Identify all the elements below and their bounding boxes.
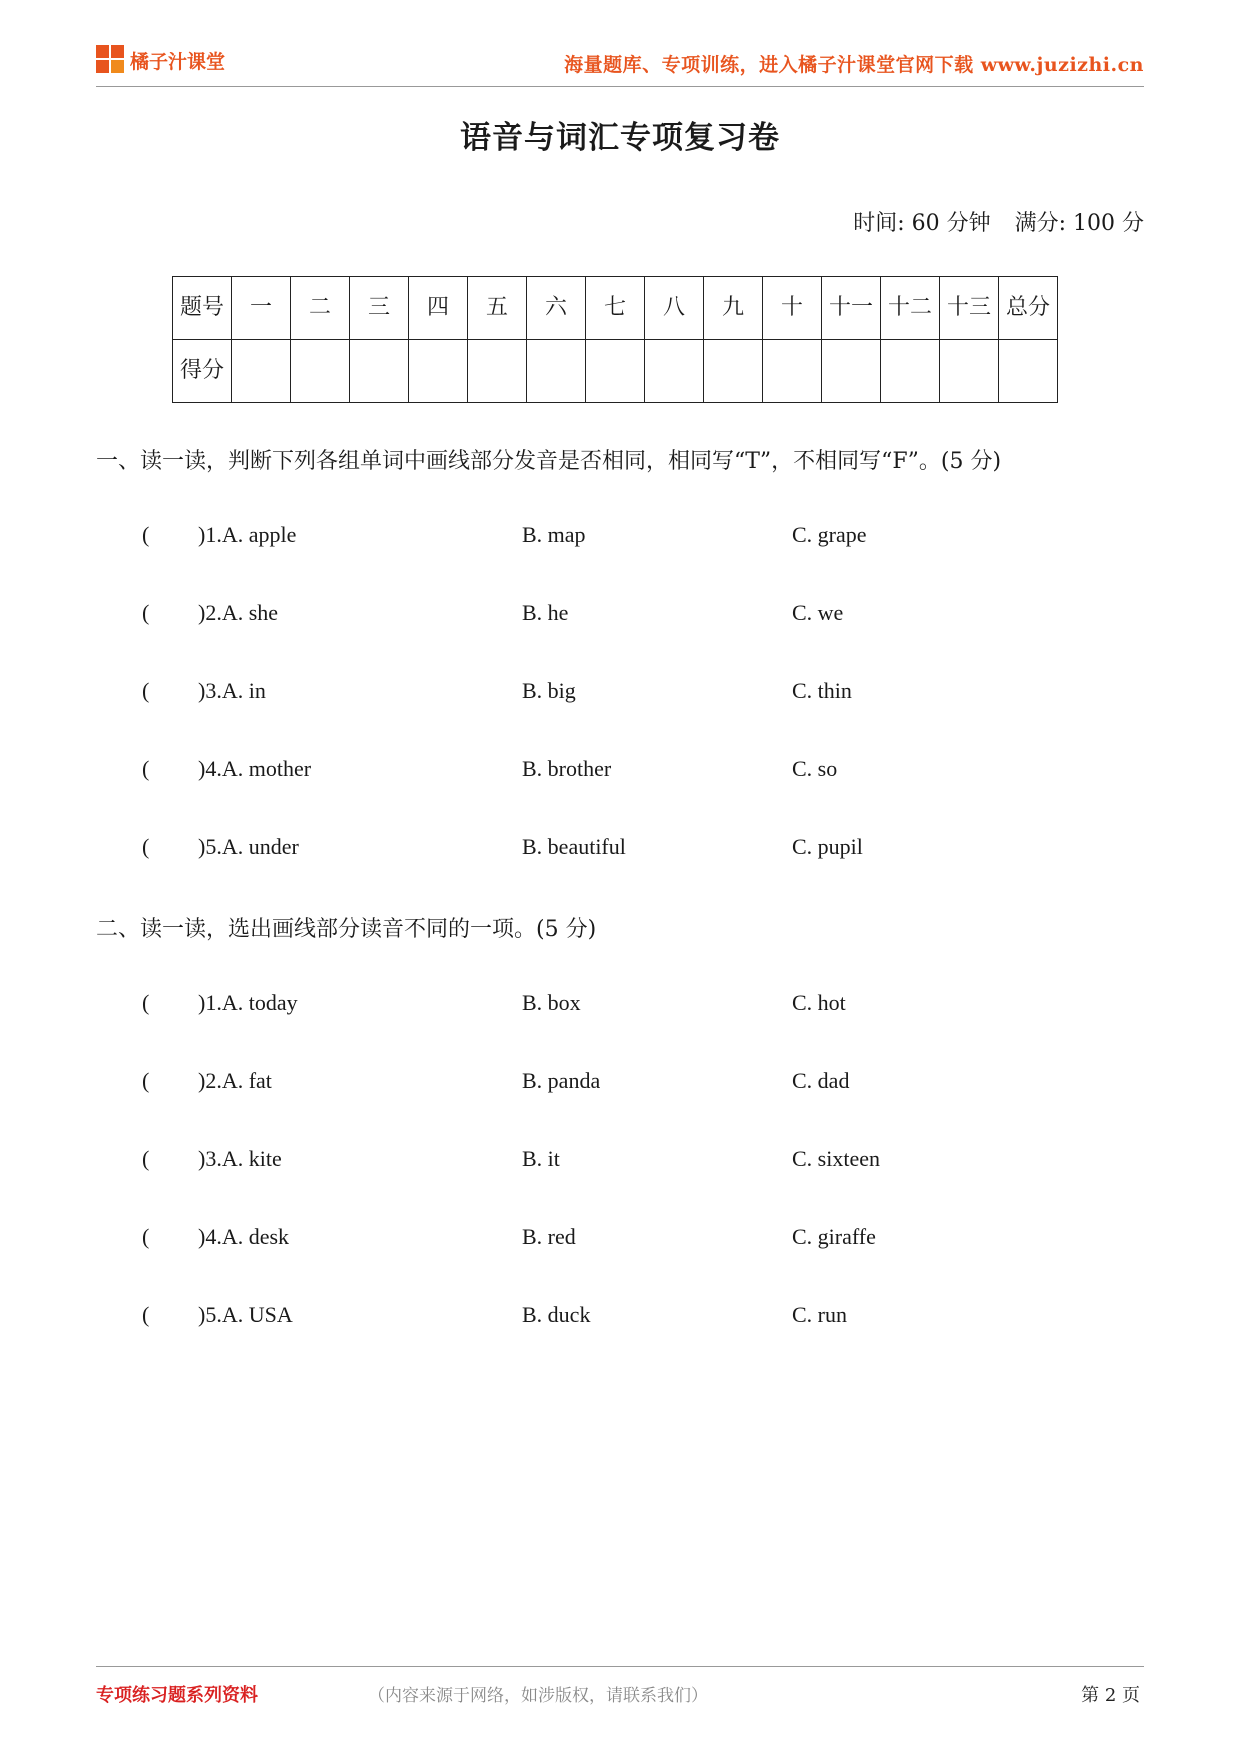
option-b: B. map xyxy=(522,522,586,547)
header-slogan: 海量题库、专项训练，进入橘子汁课堂官网下载 www.juzizhi.cn xyxy=(564,54,1144,76)
option-b: B. box xyxy=(522,990,581,1015)
option-b: B. beautiful xyxy=(522,834,626,859)
option-c: C. we xyxy=(792,600,844,625)
col-header: 一 xyxy=(232,277,291,340)
logo xyxy=(96,44,225,76)
footer-copyright: （内容来源于网络，如涉版权，请联系我们） xyxy=(368,1686,708,1706)
option-a: )2.A. fat xyxy=(198,1068,272,1093)
page-header xyxy=(96,40,1144,87)
question-row xyxy=(142,834,1042,864)
answer-blank[interactable]: ( xyxy=(142,990,150,1015)
answer-blank[interactable]: ( xyxy=(142,522,150,547)
row-label-question-no: 题号 xyxy=(173,277,232,340)
col-header: 五 xyxy=(468,277,527,340)
option-a: )1.A. today xyxy=(198,990,298,1015)
score-cell[interactable] xyxy=(645,340,704,403)
answer-blank[interactable]: ( xyxy=(142,1224,150,1249)
option-a: )5.A. under xyxy=(198,834,299,859)
section-1-heading: 一、读一读，判断下列各组单词中画线部分发音是否相同，相同写“T”，不相同写“F”。(5 分) xyxy=(96,449,1002,474)
answer-blank[interactable]: ( xyxy=(142,1302,150,1327)
answer-blank[interactable]: ( xyxy=(142,834,150,859)
score-table-score-row xyxy=(173,340,1058,403)
logo-icon xyxy=(96,45,126,75)
option-b: B. he xyxy=(522,600,569,625)
score-cell[interactable] xyxy=(409,340,468,403)
question-row xyxy=(142,1068,1042,1098)
option-a: )3.A. kite xyxy=(198,1146,282,1171)
option-c: C. giraffe xyxy=(792,1224,876,1249)
option-a: )5.A. USA xyxy=(198,1302,293,1327)
col-header: 总分 xyxy=(999,277,1058,340)
logo-text: 橘子汁课堂 xyxy=(130,50,226,73)
score-cell[interactable] xyxy=(763,340,822,403)
score-cell[interactable] xyxy=(940,340,999,403)
answer-blank[interactable]: ( xyxy=(142,1068,150,1093)
page-title: 语音与词汇专项复习卷 xyxy=(460,120,780,156)
footer-series: 专项练习题系列资料 xyxy=(96,1685,258,1706)
option-c: C. sixteen xyxy=(792,1146,880,1171)
col-header: 八 xyxy=(645,277,704,340)
col-header: 九 xyxy=(704,277,763,340)
option-a: )4.A. desk xyxy=(198,1224,290,1249)
col-header: 七 xyxy=(586,277,645,340)
col-header: 三 xyxy=(350,277,409,340)
score-cell[interactable] xyxy=(291,340,350,403)
option-c: C. hot xyxy=(792,990,846,1015)
option-c: C. run xyxy=(792,1302,847,1327)
option-c: C. thin xyxy=(792,678,852,703)
question-row xyxy=(142,600,1042,630)
score-cell[interactable] xyxy=(586,340,645,403)
question-row xyxy=(142,1224,1042,1254)
score-cell[interactable] xyxy=(232,340,291,403)
score-cell[interactable] xyxy=(822,340,881,403)
option-b: B. red xyxy=(522,1224,576,1249)
col-header: 十三 xyxy=(940,277,999,340)
col-header: 六 xyxy=(527,277,586,340)
exam-meta xyxy=(853,206,1144,237)
option-b: B. duck xyxy=(522,1302,591,1327)
page-footer xyxy=(96,1666,1144,1707)
score-table xyxy=(172,276,1058,403)
section-2-heading: 二、读一读，选出画线部分读音不同的一项。(5 分) xyxy=(96,917,597,942)
col-header: 四 xyxy=(409,277,468,340)
option-b: B. big xyxy=(522,678,576,703)
answer-blank[interactable]: ( xyxy=(142,600,150,625)
option-c: C. grape xyxy=(792,522,867,547)
question-row xyxy=(142,1146,1042,1176)
page-number: 第 2 页 xyxy=(1081,1685,1140,1706)
score-cell[interactable] xyxy=(999,340,1058,403)
question-row xyxy=(142,990,1042,1020)
option-c: C. so xyxy=(792,756,838,781)
question-row xyxy=(142,678,1042,708)
score-cell[interactable] xyxy=(704,340,763,403)
answer-blank[interactable]: ( xyxy=(142,756,150,781)
score-cell[interactable] xyxy=(881,340,940,403)
score-cell[interactable] xyxy=(350,340,409,403)
time-limit: 时间: 60 分钟 xyxy=(853,211,991,236)
option-a: )1.A. apple xyxy=(198,522,297,547)
answer-blank[interactable]: ( xyxy=(142,678,150,703)
option-a: )3.A. in xyxy=(198,678,266,703)
option-c: C. pupil xyxy=(792,834,863,859)
question-row xyxy=(142,756,1042,786)
full-score: 满分: 100 分 xyxy=(1014,211,1144,236)
option-a: )4.A. mother xyxy=(198,756,312,781)
question-row xyxy=(142,522,1042,552)
col-header: 十一 xyxy=(822,277,881,340)
option-b: B. panda xyxy=(522,1068,601,1093)
option-b: B. it xyxy=(522,1146,560,1171)
answer-blank[interactable]: ( xyxy=(142,1146,150,1171)
col-header: 十 xyxy=(763,277,822,340)
score-cell[interactable] xyxy=(527,340,586,403)
option-b: B. brother xyxy=(522,756,612,781)
score-cell[interactable] xyxy=(468,340,527,403)
score-table-header-row xyxy=(173,277,1058,340)
option-c: C. dad xyxy=(792,1068,850,1093)
option-a: )2.A. she xyxy=(198,600,279,625)
col-header: 十二 xyxy=(881,277,940,340)
row-label-score: 得分 xyxy=(173,340,232,403)
col-header: 二 xyxy=(291,277,350,340)
question-row xyxy=(142,1302,1042,1332)
